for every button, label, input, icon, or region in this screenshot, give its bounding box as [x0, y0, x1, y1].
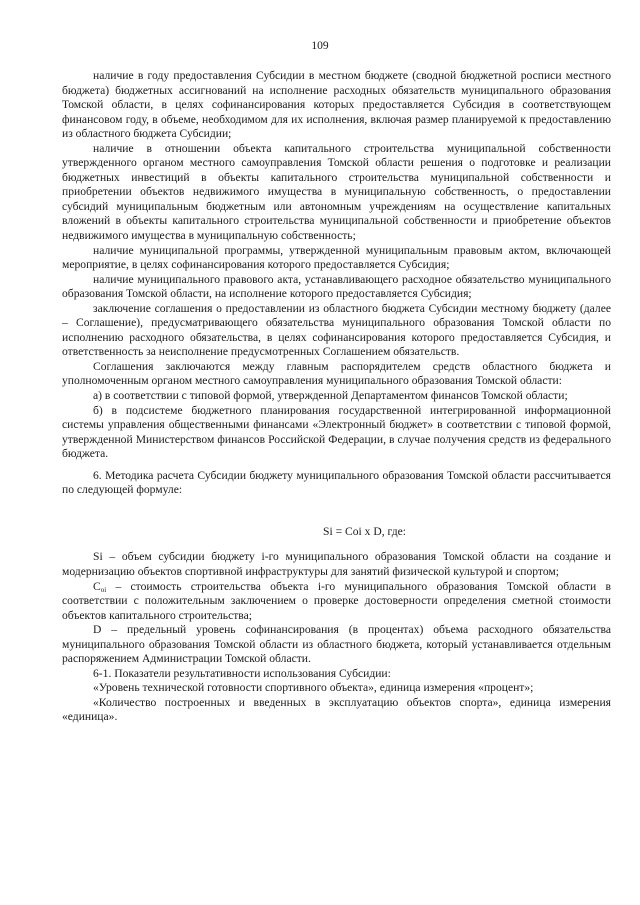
paragraph-d-definition: D – предельный уровень софинансирования (в процентах) объема расходного обязательства муниципального образования Томской области из областного бюджета, который устанавливается отдельным распоряжением Администрации Томской области. [62, 623, 611, 666]
coi-definition-text: – стоимость строительства объекта i-го муниципального образования Томской области в соответствии с положительным заключением о проверке достоверности определения сметной стоимости объектов капитального строительства; [62, 579, 611, 622]
paragraph-coi-definition [62, 580, 611, 624]
paragraph-budget-allocations: наличие в году предоставления Субсидии в местном бюджете (сводной бюджетной росписи местного бюджета) бюджетных ассигнований на исполнение расходных обязательств муниципального образования Томской области, в целях софинансирования которых предоставляется Субсидия в соответствующем финансовом году, в объеме, необходимом для их исполнения, включая размер планируемой к предоставлению из областного бюджета Субсидии; [62, 69, 611, 141]
formula: Si = Coi x D, где: [323, 524, 406, 538]
paragraph-item-b: б) в подсистеме бюджетного планирования государственной интегрированной информационной системы управления общественными финансами «Электронный бюджет» в соответствии с типовой формой, утвержденной Министерством финансов Российской Федерации, в случае получения средств из федерального бюджета. [62, 403, 611, 461]
paragraph-si-definition: Si – объем субсидии бюджету i-го муниципального образования Томской области на создание и модернизацию объектов спортивной инфраструктуры для занятий физической культурой и спортом; [62, 550, 611, 578]
coi-subscript: oi [100, 585, 107, 594]
paragraph-municipal-program: наличие муниципальной программы, утвержденной муниципальным правовым актом, включающей мероприятие, в целях софинансирования которого предоставляется Субсидия; [62, 243, 611, 272]
indicator-objects-count: «Количество построенных и введенных в эксплуатацию объектов спорта», единица измерения «единица». [62, 695, 611, 724]
coi-symbol: C [93, 579, 101, 593]
page-number: 109 [311, 40, 329, 52]
indicator-technical-readiness: «Уровень технической готовности спортивного объекта», единица измерения «процент»; [93, 681, 534, 695]
paragraph-municipal-legal-act: наличие муниципального правового акта, устанавливающего расходное обязательство муниципального образования Томской области, на исполнение которого предоставляется Субсидия; [62, 272, 611, 301]
paragraph-agreement-parties: Соглашения заключаются между главным распорядителем средств областного бюджета и уполномоченным органом местного самоуправления муниципального образования Томской области: [62, 359, 611, 388]
paragraph-calculation-method: 6. Методика расчета Субсидии бюджету муниципального образования Томской области рассчитывается по следующей формуле: [62, 468, 611, 497]
paragraph-performance-indicators: 6-1. Показатели результативности использования Субсидии: [93, 666, 391, 680]
paragraph-item-a: а) в соответствии с типовой формой, утвержденной Департаментом финансов Томской области; [93, 389, 568, 403]
paragraph-capital-construction-decision: наличие в отношении объекта капитального строительства муниципальной собственности утвержденного органом местного самоуправления Томской области решения о подготовке и реализации бюджетных инвестиций в объекты капитального строительства муниципальной собственности и приобретении объектов недвижимого имущества в муниципальную собственность, о предоставлении субсидий муниципальным бюджетным или автономным учреждениям на осуществление капитальных вложений в объекты капитального строительства муниципальной собственности и приобретение объектов недвижимого имущества в муниципальную собственность; [62, 141, 611, 243]
document-body [62, 69, 611, 725]
paragraph-subsidy-agreement: заключение соглашения о предоставлении из областного бюджета Субсидии местному бюджету (далее – Соглашение), предусматривающего обязательства муниципального образования Томской области по исполнению расходного обязательства, в целях софинансирования которого предоставляется Субсидия, и ответственность за неисполнение предусмотренных Соглашением обязательств. [62, 301, 611, 359]
